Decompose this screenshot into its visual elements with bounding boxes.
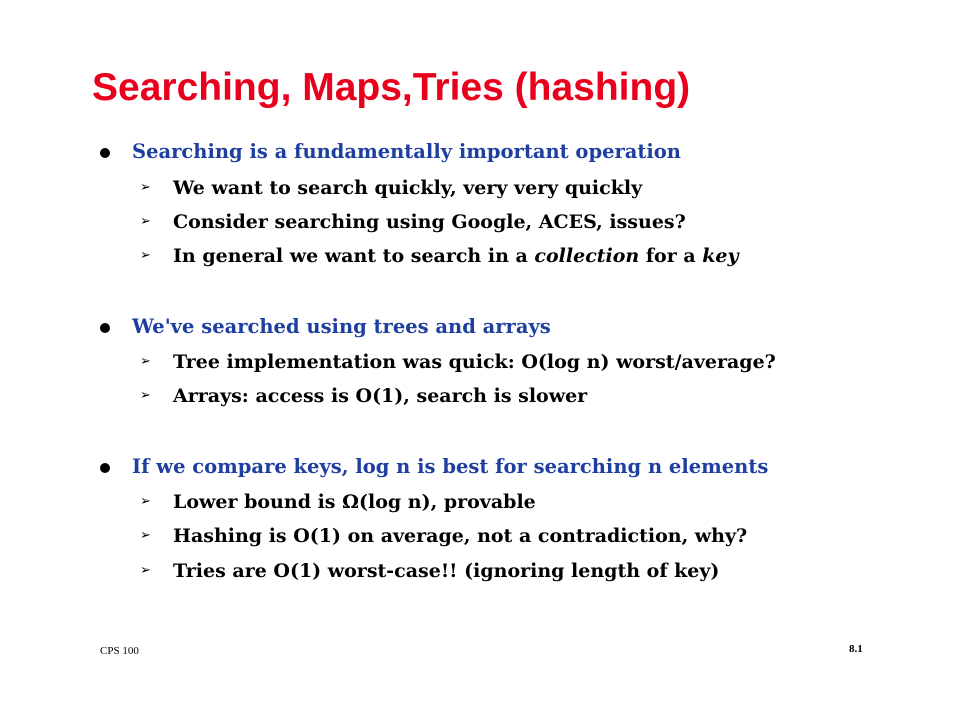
arrow-bullet-icon: ➢	[140, 563, 151, 578]
sub-bullet-text: We want to search quickly, very very quickly	[173, 177, 643, 199]
sub-bullet-text: Tries are O(1) worst-case!! (ignoring length of key)	[173, 560, 720, 582]
arrow-bullet-icon: ➢	[140, 248, 151, 263]
bullet-dot-icon	[100, 463, 110, 473]
bullet-text: If we compare keys, log n is best for searching n elements	[132, 455, 769, 478]
arrow-bullet-icon: ➢	[140, 528, 151, 543]
emphasis-key: key	[702, 245, 739, 267]
bullet-dot-icon	[100, 148, 110, 158]
sub-bullet-text: Consider searching using Google, ACES, issues?	[173, 211, 686, 233]
slide-title: Searching, Maps,Tries (hashing)	[92, 66, 691, 109]
bullet-dot-icon	[100, 323, 110, 333]
sub-bullet-text: Tree implementation was quick: O(log n) worst/average?	[173, 351, 776, 373]
sub-bullet-text-pre: In general we want to search in a	[173, 245, 535, 267]
sub-bullet-text	[173, 241, 739, 271]
emphasis-collection: collection	[534, 245, 640, 267]
arrow-bullet-icon: ➢	[140, 214, 151, 229]
bullet-text: We've searched using trees and arrays	[132, 315, 551, 338]
sub-bullet-text: Arrays: access is O(1), search is slower	[173, 385, 588, 407]
sub-bullet-text: Hashing is O(1) on average, not a contradiction, why?	[173, 525, 748, 547]
arrow-bullet-icon: ➢	[140, 494, 151, 509]
arrow-bullet-icon: ➢	[140, 388, 151, 403]
sub-bullet-text-mid: for a	[639, 245, 703, 267]
footer-course: CPS 100	[100, 645, 139, 657]
footer-slide-number: 8.1	[849, 643, 863, 655]
arrow-bullet-icon: ➢	[140, 354, 151, 369]
sub-bullet-text: Lower bound is Ω(log n), provable	[173, 491, 536, 513]
bullet-text: Searching is a fundamentally important operation	[132, 140, 681, 163]
arrow-bullet-icon: ➢	[140, 180, 151, 195]
